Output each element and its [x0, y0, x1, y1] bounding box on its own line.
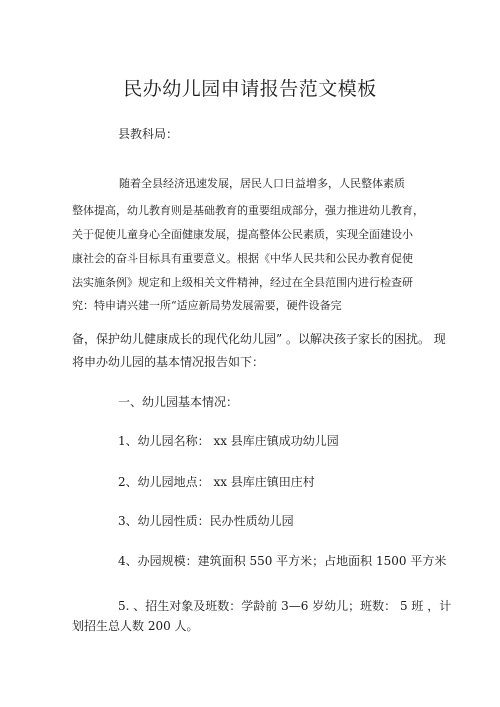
intro-line: 法实施条例》规定和上级相关文件精神，经过在全县范围内进行检查研: [72, 276, 413, 289]
section-heading: 一、幼儿园基本情况：: [118, 395, 239, 409]
salutation: 县教科局：: [118, 127, 179, 141]
intro-line: 整体提高，幼儿教育则是基础教育的重要组成部分，强力推进幼儿教育，: [72, 204, 424, 217]
info-item-5: 5. 、招生对象及班数：学龄前 3—6 岁幼儿；班数： 5 班 ，计: [118, 599, 452, 613]
intro-line: 康社会的奋斗目标具有重要意义。根据《中华人民共和公民办教育促使: [72, 252, 413, 265]
info-item: 2、幼儿园地点： xx 县库庄镇田庄村: [118, 475, 315, 489]
info-item: 4、办园规模：建筑面积 550 平方米；占地面积 1500 平方米: [118, 554, 447, 568]
intro-line: 随着全县经济迅速发展，居民人口日益增多，人民整体素质: [119, 177, 405, 190]
intro-line: 关于促使儿童身心全面健康发展，提高整体公民素质，实现全面建设小: [72, 228, 413, 241]
paragraph-line: 备，保护幼儿健康成长的现代化幼儿园” 。以解决孩子家长的困扰。 现: [72, 332, 446, 346]
info-item: 3、幼儿园性质：民办性质幼儿园: [118, 514, 294, 528]
paragraph-line: 将申办幼儿园的基本情况报告如下：: [72, 355, 265, 369]
info-item: 1、幼儿园名称： xx 县库庄镇成功幼儿园: [118, 434, 339, 448]
info-item-5-cont: 划招生总人数 200 人。: [72, 619, 199, 633]
document-title: 民办幼儿园申请报告范文模板: [123, 78, 377, 100]
intro-line: 究：特申请兴建一所“适应新局势发展需要，硬件设备完: [72, 299, 342, 312]
